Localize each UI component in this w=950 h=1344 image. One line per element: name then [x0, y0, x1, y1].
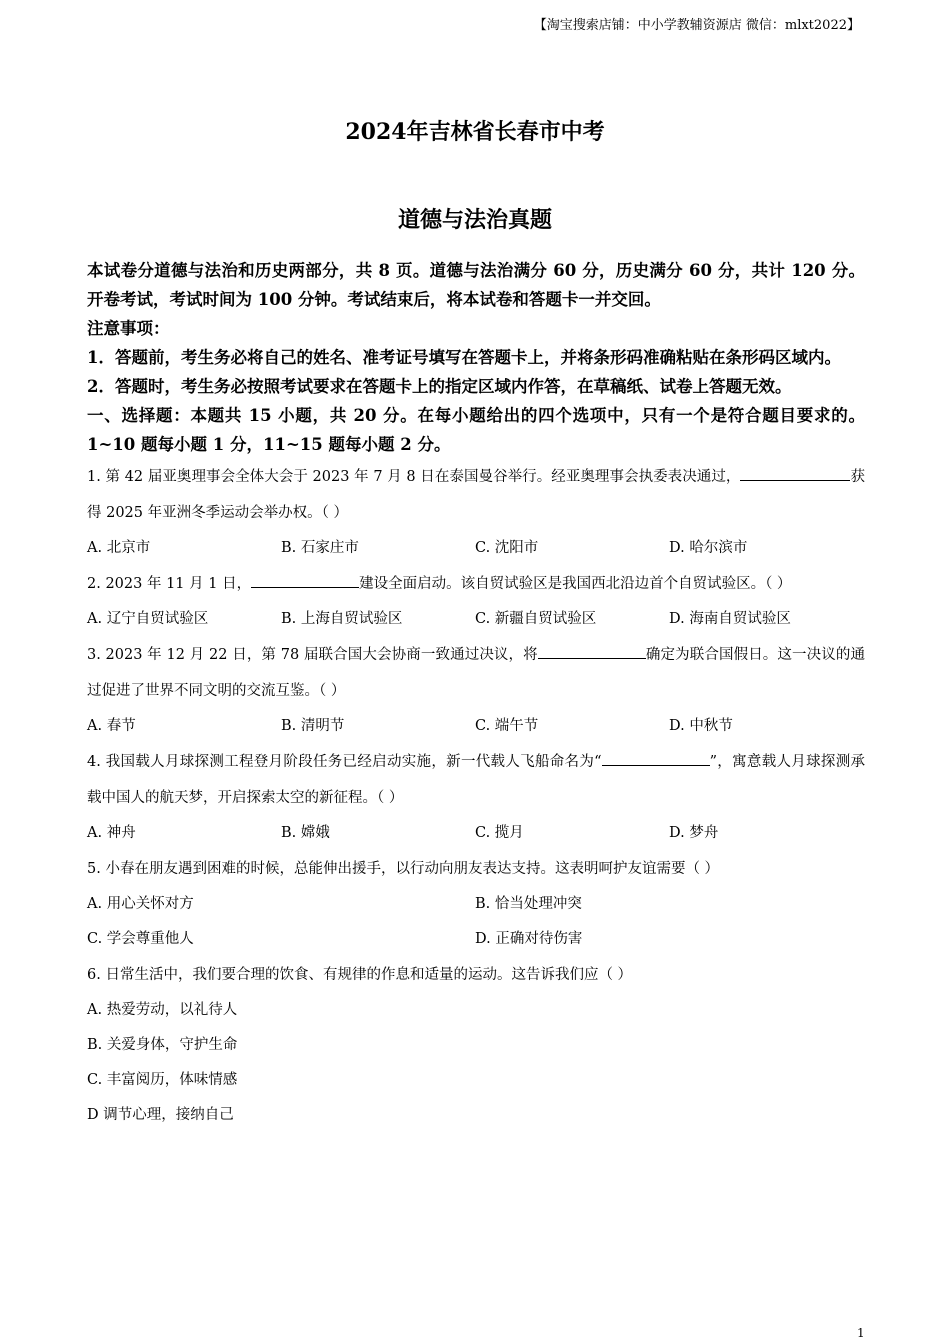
page-subtitle: 道德与法治真题: [397, 207, 552, 233]
option-d: D 调节心理，接纳自己: [87, 1107, 234, 1123]
notice-title: 注意事项：: [87, 319, 170, 338]
option-c: C. 沈阳市: [475, 540, 539, 556]
answer-blank: [740, 462, 800, 481]
question-2-options: [87, 602, 865, 637]
page-number: 1: [857, 1326, 865, 1340]
question-5-options-row-2: [87, 922, 865, 957]
question-6-stem: 6. 日常生活中，我们要合理的饮食、有规律的作息和适量的运动。这告诉我们应（ ）: [87, 967, 633, 983]
option-c: C. 学会尊重他人: [87, 931, 194, 947]
question-1-stem: 1. 第 42 届亚奥理事会全体大会于 2023 年 7 月 8 日在泰国曼谷举行。经亚奥理事会执委表决通过， 获得 2025 年亚洲冬季运动会举办权。（ ）: [87, 459, 865, 531]
option-b: B. 上海自贸试验区: [281, 611, 403, 627]
question-5-options-row-1: [87, 887, 865, 922]
question-5-stem: 5. 小春在朋友遇到困难的时候，总能伸出援手，以行动向朋友表达支持。这表明呵护友谊需要（ ）: [87, 861, 720, 877]
answer-blank: [602, 747, 710, 766]
question-4-stem: 4. 我国载人月球探测工程登月阶段任务已经启动实施，新一代载人飞船命名为“ ”，寓意载人月球探测承载中国人的航天梦，开启探索太空的新征程。（ ）: [87, 744, 865, 816]
answer-blank: [538, 640, 646, 659]
option-a: A. 北京市: [87, 540, 151, 556]
option-b: B. 恰当处理冲突: [475, 896, 582, 912]
option-a: A. 辽宁自贸试验区: [87, 611, 209, 627]
option-b: B. 关爱身体，守护生命: [87, 1037, 238, 1053]
option-c: C. 端午节: [475, 718, 539, 734]
question-3-options: [87, 709, 865, 744]
question-2-stem: 2. 2023 年 11 月 1 日， 建设全面启动。该自贸试验区是我国西北沿边首个自贸试验区。（ ）: [87, 566, 865, 602]
option-c: C. 揽月: [475, 825, 524, 841]
question-3-stem: 3. 2023 年 12 月 22 日，第 78 届联合国大会协商一致通过决议，将 确定为联合国假日。这一决议的通过促进了世界不同文明的交流互鉴。（ ）: [87, 637, 865, 709]
option-d: D. 正确对待伤害: [475, 931, 583, 947]
option-a: A. 神舟: [87, 825, 136, 841]
option-c: C. 丰富阅历，体味情感: [87, 1072, 238, 1088]
notice-item-2: 2．答题时，考生务必按照考试要求在答题卡上的指定区域内作答，在草稿纸、试卷上答题无效。: [87, 377, 792, 396]
option-d: D. 哈尔滨市: [669, 540, 748, 556]
option-d: D. 中秋节: [669, 718, 733, 734]
option-a: A. 热爱劳动，以礼待人: [87, 1002, 238, 1018]
intro-paragraph: 本试卷分道德与法治和历史两部分，共 8 页。道德与法治满分 60 分，历史满分 60 分，共计 120 分。开卷考试，考试时间为 100 分钟。考试结束后，将本试卷和答题卡一并交回。: [87, 261, 865, 309]
option-d: D. 海南自贸试验区: [669, 611, 791, 627]
answer-blank: [251, 569, 359, 588]
notice-item-1: 1．答题前，考生务必将自己的姓名、准考证号填写在答题卡上，并将条形码准确粘贴在条形码区域内。: [87, 348, 841, 367]
option-b: B. 石家庄市: [281, 540, 359, 556]
question-1-options: [87, 531, 865, 566]
header-note: 【淘宝搜索店铺：中小学教辅资源店 微信：mlxt2022】: [533, 18, 860, 33]
page-title: 2024年吉林省长春市中考: [345, 119, 605, 145]
section-heading: 一、选择题：本题共 15 小题，共 20 分。在每小题给出的四个选项中，只有一个是符合题目要求的。1~10 题每小题 1 分，11~15 题每小题 2 分。: [87, 406, 865, 454]
exam-content: [87, 256, 865, 1133]
option-d: D. 梦舟: [669, 825, 719, 841]
option-b: B. 嫦娥: [281, 825, 330, 841]
option-c: C. 新疆自贸试验区: [475, 611, 597, 627]
option-a: A. 用心关怀对方: [87, 896, 194, 912]
answer-blank: [800, 462, 850, 481]
question-4-options: [87, 816, 865, 851]
option-b: B. 清明节: [281, 718, 345, 734]
option-a: A. 春节: [87, 718, 136, 734]
